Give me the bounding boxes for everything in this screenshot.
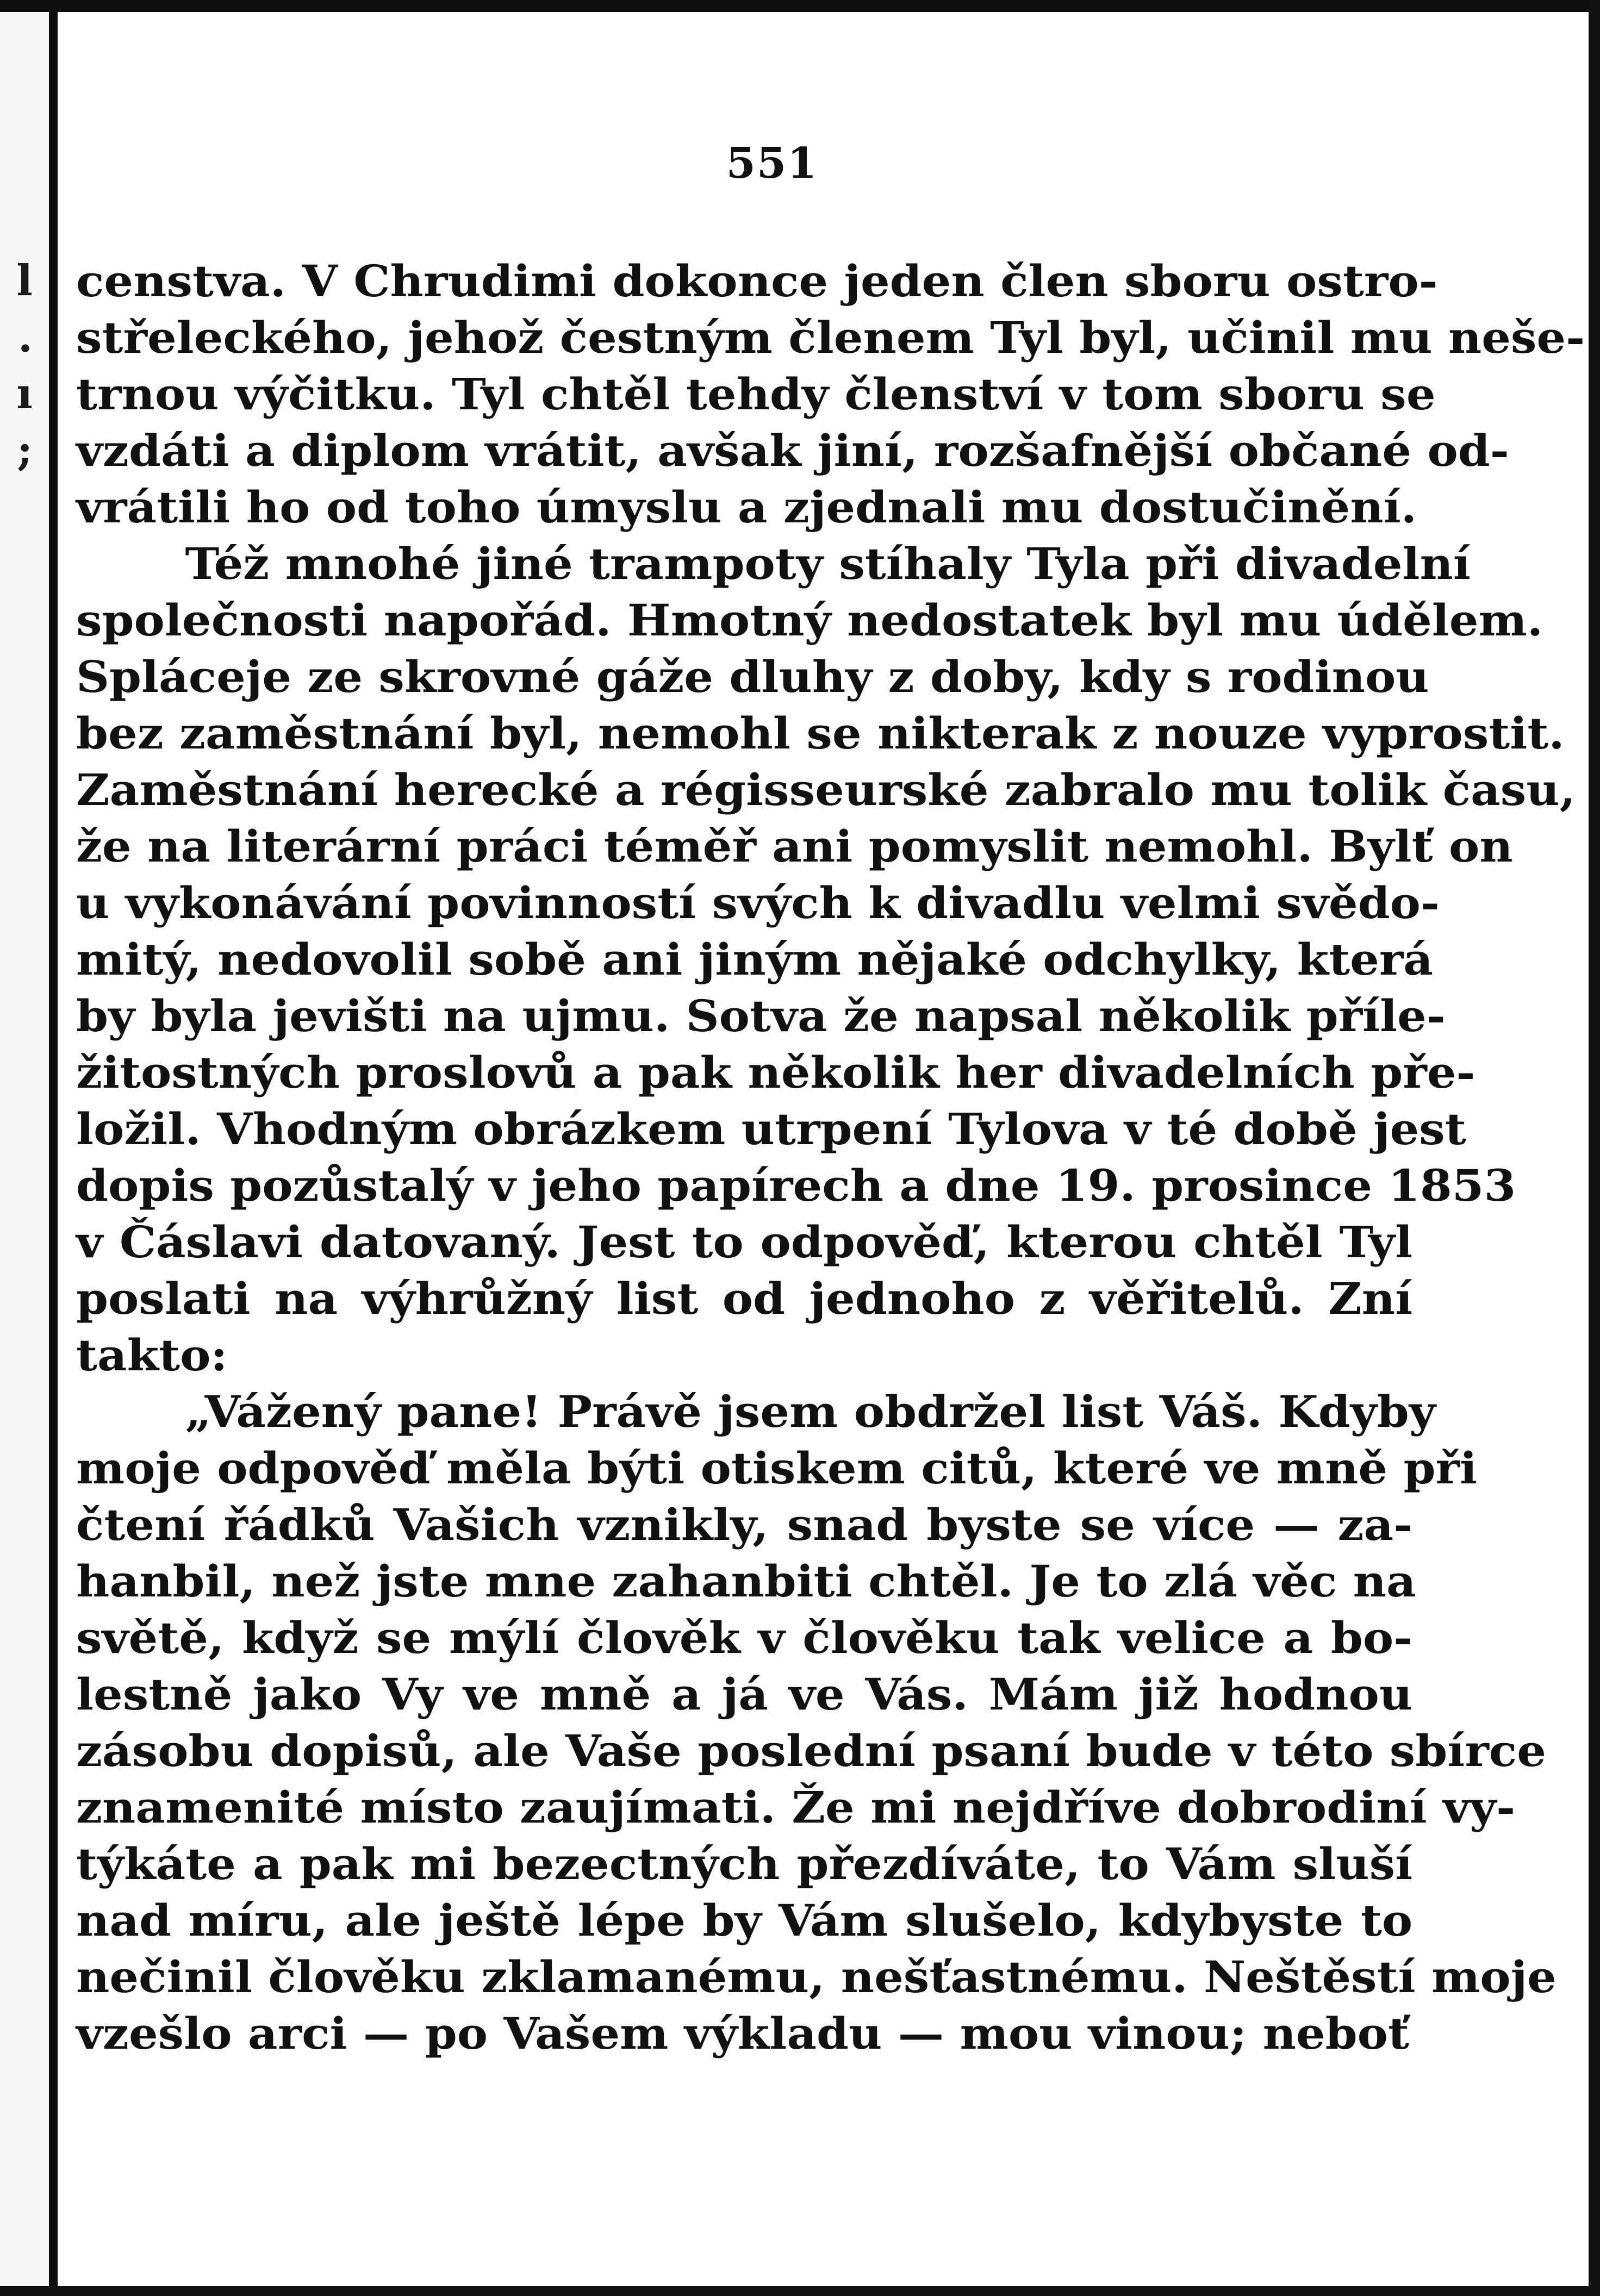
text-line: by byla jevišti na ujmu. Sotva že napsal několik příle- — [76, 990, 1446, 1041]
text-line: lestně jako Vy ve mně a já ve Vás. Mám již hodnou — [76, 1669, 1413, 1720]
text-line: že na literární práci téměř ani pomyslit nemohl. Bylť on — [76, 821, 1513, 872]
text-line: bez zaměstnání byl, nemohl se nikterak z nouze vyprostit. — [76, 708, 1565, 759]
scan-border-bottom — [0, 2286, 1600, 2296]
previous-page-fragment: l — [16, 256, 33, 305]
previous-page-fragments — [0, 253, 33, 479]
text-line: ložil. Vhodným obrázkem utrpení Tylova v té době jest — [76, 1103, 1466, 1155]
text-line: znamenité místo zaujímati. Že mi nejdříve dobrodiní vy- — [76, 1782, 1516, 1833]
text-line: moje odpověď měla býti otiskem citů, které ve mně při — [76, 1443, 1478, 1494]
text-line: Též mnohé jiné trampoty stíhaly Tyla při divadelní — [185, 538, 1471, 589]
text-line: poslati na výhrůžný list od jednoho z věřitelů. Zní — [76, 1273, 1413, 1324]
text-line: „Vážený pane! Právě jsem obdržel list Váš. Kdyby — [185, 1386, 1436, 1437]
body-text — [76, 253, 1585, 2062]
text-line: Spláceje ze skrovné gáže dluhy z doby, kdy s rodinou — [76, 651, 1429, 702]
scan-border-top — [0, 0, 1600, 12]
text-line: žitostných proslovů a pak několik her divadelních pře- — [76, 1047, 1476, 1098]
text-line: vzdáti a diplom vrátit, avšak jiní, rozšafnější občané od- — [76, 425, 1509, 476]
previous-page-fragment: ; — [17, 426, 33, 475]
text-line: censtva. V Chrudimi dokonce jeden člen sboru ostro- — [76, 255, 1438, 307]
text-line: Zaměstnání herecké a régisseurské zabralo mu tolik času, — [76, 764, 1576, 815]
text-line: v Čáslavi datovaný. Jest to odpověď, kterou chtěl Tyl — [76, 1216, 1413, 1268]
text-line: takto: — [76, 1330, 228, 1381]
previous-page-fragment: . — [17, 313, 33, 362]
text-line: dopis pozůstalý v jeho papírech a dne 19. prosince 1853 — [76, 1160, 1516, 1211]
text-line: zásobu dopisů, ale Vaše poslední psaní bude v této sbírce — [76, 1725, 1546, 1776]
text-line: světě, když se mýlí člověk v člověku tak velice a bo- — [76, 1612, 1413, 1663]
text-line: trnou výčitku. Tyl chtěl tehdy členství v tom sboru se — [76, 369, 1436, 420]
text-line: společnosti napořád. Hmotný nedostatek byl mu údělem. — [76, 595, 1543, 646]
previous-page-fragment: ı — [16, 369, 33, 419]
text-line: mitý, nedovolil sobě ani jiným nějaké odchylky, která — [76, 934, 1433, 985]
text-line: vzešlo arci — po Vašem výkladu — mou vinou; neboť — [76, 2008, 1409, 2059]
text-line: u vykonávání povinností svých k divadlu velmi svědo- — [76, 877, 1440, 928]
text-line: hanbil, než jste mne zahanbiti chtěl. Je to zlá věc na — [76, 1556, 1416, 1607]
text-line: nad míru, ale ještě lépe by Vám slušelo, kdybyste to — [76, 1895, 1413, 1946]
scan-border-right — [1589, 0, 1600, 2296]
page-number: 551 — [726, 139, 818, 188]
text-line: nečinil člověku zklamanému, nešťastnému. Neštěstí moje — [76, 1951, 1557, 2002]
text-line: týkáte a pak mi bezectných přezdíváte, to Vám sluší — [76, 1838, 1413, 1889]
text-line: vrátili ho od toho úmyslu a zjednali mu dostučinění. — [76, 482, 1417, 533]
text-line: střeleckého, jehož čestným členem Tyl byl, učinil mu neše- — [76, 312, 1585, 363]
text-line: čtení řádků Vašich vznikly, snad byste se více — za- — [76, 1499, 1413, 1550]
scan-border-left — [49, 0, 58, 2296]
